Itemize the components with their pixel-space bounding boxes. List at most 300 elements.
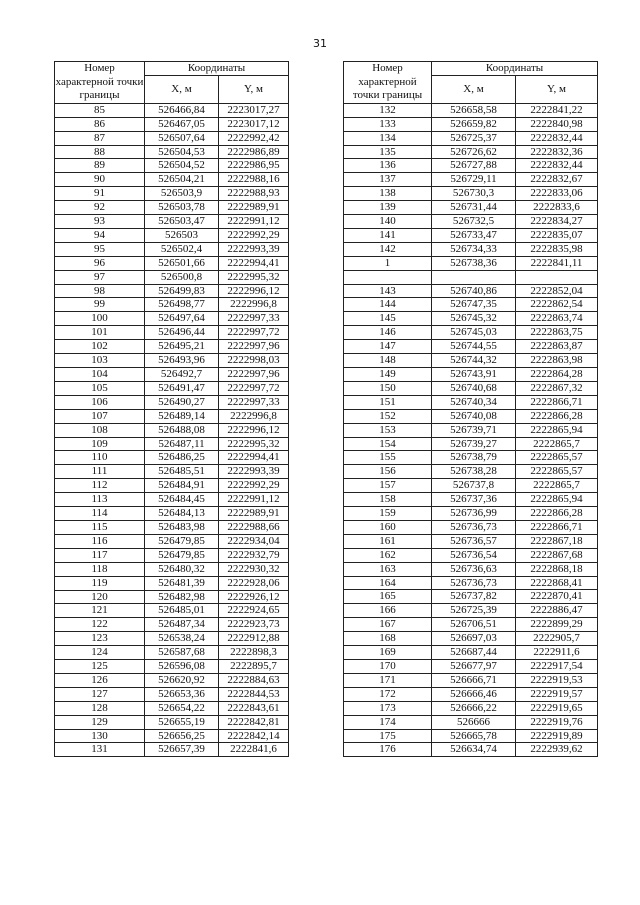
- cell-y: 2222833,6: [516, 201, 598, 215]
- cell-point-number: 176: [344, 743, 432, 757]
- table-row: [55, 215, 289, 229]
- cell-x: 526495,21: [145, 340, 219, 354]
- cell-x: 526744,32: [432, 354, 516, 368]
- cell-x: 526725,37: [432, 131, 516, 145]
- cell-point-number: 104: [55, 368, 145, 382]
- cell-y: 2222992,42: [219, 131, 289, 145]
- cell-y: 2222997,72: [219, 381, 289, 395]
- cell-y: 2222924,65: [219, 604, 289, 618]
- cell-y: 2222988,16: [219, 173, 289, 187]
- table-row: [344, 326, 598, 340]
- cell-x: 526697,03: [432, 632, 516, 646]
- table-body-left: [55, 103, 289, 757]
- coordinates-table-right: [343, 61, 598, 757]
- cell-point-number: 101: [55, 326, 145, 340]
- cell-x: 526620,92: [145, 673, 219, 687]
- table-row: [344, 632, 598, 646]
- cell-point-number: 108: [55, 423, 145, 437]
- cell-point-number: 159: [344, 507, 432, 521]
- cell-point-number: 106: [55, 395, 145, 409]
- table-row: [55, 618, 289, 632]
- cell-x: 526499,83: [145, 284, 219, 298]
- cell-x: 526496,44: [145, 326, 219, 340]
- cell-point-number: 98: [55, 284, 145, 298]
- cell-point-number: 139: [344, 201, 432, 215]
- cell-y: 2222843,61: [219, 701, 289, 715]
- table-row: [55, 354, 289, 368]
- cell-x: 526497,64: [145, 312, 219, 326]
- table-row: [344, 534, 598, 548]
- cell-point-number: 112: [55, 479, 145, 493]
- cell-x: 526487,34: [145, 618, 219, 632]
- cell-y: 2222993,39: [219, 465, 289, 479]
- table-row: [344, 381, 598, 395]
- cell-point-number: 114: [55, 507, 145, 521]
- cell-x: 526736,73: [432, 576, 516, 590]
- cell-y: 2222835,07: [516, 228, 598, 242]
- cell-x: 526740,68: [432, 381, 516, 395]
- table-row: [55, 131, 289, 145]
- cell-x: 526485,51: [145, 465, 219, 479]
- cell-point-number: 97: [55, 270, 145, 284]
- table-row: [55, 409, 289, 423]
- cell-y: 2222932,79: [219, 548, 289, 562]
- cell-point-number: 133: [344, 117, 432, 131]
- cell-x: 526666: [432, 715, 516, 729]
- cell-x: 526538,24: [145, 632, 219, 646]
- cell-point-number: 124: [55, 646, 145, 660]
- cell-point-number: 123: [55, 632, 145, 646]
- cell-y: 2222998,03: [219, 354, 289, 368]
- cell-x: 526504,53: [145, 145, 219, 159]
- cell-x: 526501,66: [145, 256, 219, 270]
- cell-y: 2222863,75: [516, 326, 598, 340]
- table-row: [55, 715, 289, 729]
- cell-point-number: 118: [55, 562, 145, 576]
- cell-x: 526486,25: [145, 451, 219, 465]
- cell-x: 526687,44: [432, 646, 516, 660]
- table-row: [55, 201, 289, 215]
- cell-y: 2222996,8: [219, 409, 289, 423]
- cell-y: 2222863,74: [516, 312, 598, 326]
- cell-x: 526729,11: [432, 173, 516, 187]
- cell-y: 2222988,66: [219, 520, 289, 534]
- cell-x: 526739,27: [432, 437, 516, 451]
- cell-x: 526743,91: [432, 367, 516, 381]
- table-row: [344, 187, 598, 201]
- cell-y: 2222912,88: [219, 632, 289, 646]
- cell-x: 526503,47: [145, 215, 219, 229]
- table-row: [55, 423, 289, 437]
- cell-point-number: 141: [344, 228, 432, 242]
- table-row: [55, 632, 289, 646]
- table-row: [55, 743, 289, 757]
- cell-x: 526737,82: [432, 590, 516, 604]
- cell-x: 526706,51: [432, 618, 516, 632]
- table-row: [344, 340, 598, 354]
- cell-point-number: 91: [55, 187, 145, 201]
- cell-x: 526657,39: [145, 743, 219, 757]
- table-row: [344, 215, 598, 229]
- table-row: [55, 117, 289, 131]
- cell-point-number: 121: [55, 604, 145, 618]
- cell-y: 2222886,47: [516, 604, 598, 618]
- table-row: [344, 423, 598, 437]
- table-row: [344, 201, 598, 215]
- cell-point-number: 132: [344, 103, 432, 117]
- cell-x: 526489,14: [145, 409, 219, 423]
- cell-x: 526488,08: [145, 423, 219, 437]
- cell-y: 2222995,32: [219, 270, 289, 284]
- cell-x: 526484,45: [145, 493, 219, 507]
- cell-point-number: 111: [55, 465, 145, 479]
- cell-point-number: 93: [55, 215, 145, 229]
- cell-x: 526503: [145, 228, 219, 242]
- table-row: [344, 743, 598, 757]
- cell-x: 526502,4: [145, 242, 219, 256]
- cell-y: 2223017,12: [219, 117, 289, 131]
- cell-y: 2222833,06: [516, 187, 598, 201]
- cell-point-number: [344, 270, 432, 284]
- cell-point-number: 136: [344, 159, 432, 173]
- table-row: [344, 520, 598, 534]
- cell-point-number: 131: [55, 743, 145, 757]
- table-row: [55, 284, 289, 298]
- table-row: [344, 312, 598, 326]
- table-row: [344, 437, 598, 451]
- coordinates-table-left: [54, 61, 289, 757]
- cell-x: 526498,77: [145, 298, 219, 312]
- cell-x: 526655,19: [145, 715, 219, 729]
- cell-point-number: 148: [344, 354, 432, 368]
- cell-x: 526677,97: [432, 660, 516, 674]
- cell-x: 526634,74: [432, 743, 516, 757]
- cell-x: 526493,96: [145, 354, 219, 368]
- cell-y: 2223017,27: [219, 103, 289, 117]
- cell-x: 526736,63: [432, 562, 516, 576]
- cell-x: 526490,27: [145, 395, 219, 409]
- cell-x: 526484,13: [145, 507, 219, 521]
- table-row: [55, 270, 289, 284]
- cell-point-number: 125: [55, 660, 145, 674]
- table-row: [344, 715, 598, 729]
- cell-point-number: 117: [55, 548, 145, 562]
- cell-y: 2222991,12: [219, 215, 289, 229]
- table-row: [344, 479, 598, 493]
- table-row: [344, 145, 598, 159]
- cell-x: 526736,54: [432, 548, 516, 562]
- cell-y: 2222997,33: [219, 312, 289, 326]
- cell-point-number: 151: [344, 395, 432, 409]
- cell-y: 2222994,41: [219, 451, 289, 465]
- table-row: [55, 562, 289, 576]
- table-row: [344, 131, 598, 145]
- table-row: [344, 590, 598, 604]
- cell-point-number: 110: [55, 451, 145, 465]
- table-row: [55, 604, 289, 618]
- cell-point-number: 89: [55, 159, 145, 173]
- table-row: [55, 395, 289, 409]
- cell-y: 2222841,11: [516, 256, 598, 270]
- table-row: [344, 646, 598, 660]
- cell-point-number: 143: [344, 284, 432, 298]
- cell-point-number: 145: [344, 312, 432, 326]
- header-y: Y, м: [516, 76, 598, 104]
- cell-point-number: 94: [55, 228, 145, 242]
- cell-x: 526482,98: [145, 590, 219, 604]
- cell-point-number: 149: [344, 367, 432, 381]
- cell-y: 2222841,22: [516, 103, 598, 117]
- cell-y: 2222986,95: [219, 159, 289, 173]
- cell-y: 2222997,33: [219, 395, 289, 409]
- cell-point-number: 161: [344, 534, 432, 548]
- cell-point-number: 164: [344, 576, 432, 590]
- table-row: [344, 451, 598, 465]
- cell-x: 526736,73: [432, 520, 516, 534]
- cell-point-number: 140: [344, 215, 432, 229]
- cell-x: 526726,62: [432, 145, 516, 159]
- table-row: [55, 493, 289, 507]
- table-row: [55, 729, 289, 743]
- cell-x: 526658,58: [432, 103, 516, 117]
- table-row: [344, 354, 598, 368]
- cell-x: 526740,08: [432, 409, 516, 423]
- cell-point-number: 130: [55, 729, 145, 743]
- cell-y: 2222866,28: [516, 507, 598, 521]
- cell-y: 2222919,89: [516, 729, 598, 743]
- cell-point-number: 158: [344, 493, 432, 507]
- header-y: Y, м: [219, 76, 289, 104]
- cell-x: 526479,85: [145, 534, 219, 548]
- header-coordinates: Координаты: [145, 62, 289, 76]
- table-row: [55, 507, 289, 521]
- table-row: [344, 409, 598, 423]
- cell-y: 2222996,12: [219, 284, 289, 298]
- cell-y: 2222992,29: [219, 228, 289, 242]
- cell-point-number: 135: [344, 145, 432, 159]
- cell-x: 526484,91: [145, 479, 219, 493]
- cell-y: 2222863,87: [516, 340, 598, 354]
- cell-x: 526485,01: [145, 604, 219, 618]
- cell-y: 2222934,04: [219, 534, 289, 548]
- cell-y: 2222865,94: [516, 423, 598, 437]
- cell-x: 526736,99: [432, 507, 516, 521]
- cell-y: 2222866,71: [516, 395, 598, 409]
- cell-point-number: 166: [344, 604, 432, 618]
- cell-y: 2222884,63: [219, 673, 289, 687]
- table-row: [344, 395, 598, 409]
- cell-point-number: 157: [344, 479, 432, 493]
- cell-x: 526596,08: [145, 660, 219, 674]
- cell-point-number: 127: [55, 687, 145, 701]
- cell-x: 526665,78: [432, 729, 516, 743]
- cell-point-number: 171: [344, 673, 432, 687]
- table-row: [344, 465, 598, 479]
- cell-point-number: 105: [55, 381, 145, 395]
- cell-y: 2222939,62: [516, 743, 598, 757]
- table-row: [344, 256, 598, 270]
- cell-point-number: 92: [55, 201, 145, 215]
- table-row: [344, 284, 598, 298]
- cell-point-number: 146: [344, 326, 432, 340]
- table-row: [344, 576, 598, 590]
- cell-x: 526653,36: [145, 687, 219, 701]
- cell-y: 2222988,93: [219, 187, 289, 201]
- cell-y: 2222867,18: [516, 534, 598, 548]
- cell-point-number: 172: [344, 687, 432, 701]
- header-point-number: Номер характерной точки границы: [344, 62, 432, 104]
- cell-point-number: 100: [55, 312, 145, 326]
- cell-y: 2222996,8: [219, 298, 289, 312]
- cell-point-number: 86: [55, 117, 145, 131]
- cell-y: 2222930,32: [219, 562, 289, 576]
- cell-x: 526492,7: [145, 368, 219, 382]
- cell-point-number: 174: [344, 715, 432, 729]
- cell-y: 2222993,39: [219, 242, 289, 256]
- cell-y: 2222997,96: [219, 340, 289, 354]
- table-row: [55, 548, 289, 562]
- cell-x: 526734,33: [432, 242, 516, 256]
- cell-y: 2222864,28: [516, 367, 598, 381]
- cell-y: 2222865,57: [516, 465, 598, 479]
- cell-x: 526654,22: [145, 701, 219, 715]
- cell-x: 526740,86: [432, 284, 516, 298]
- cell-y: 2222842,14: [219, 729, 289, 743]
- cell-point-number: 168: [344, 632, 432, 646]
- cell-x: 526740,34: [432, 395, 516, 409]
- cell-y: 2222868,41: [516, 576, 598, 590]
- cell-y: 2222994,41: [219, 256, 289, 270]
- cell-y: 2222862,54: [516, 298, 598, 312]
- cell-y: 2222867,68: [516, 548, 598, 562]
- table-row: [344, 673, 598, 687]
- cell-x: 526503,78: [145, 201, 219, 215]
- cell-y: 2222919,53: [516, 673, 598, 687]
- cell-x: 526487,11: [145, 437, 219, 451]
- cell-y: 2222997,96: [219, 368, 289, 382]
- cell-y: 2222926,12: [219, 590, 289, 604]
- cell-x: 526732,5: [432, 215, 516, 229]
- cell-y: 2222865,57: [516, 451, 598, 465]
- cell-point-number: 162: [344, 548, 432, 562]
- header-x: X, м: [432, 76, 516, 104]
- cell-point-number: 153: [344, 423, 432, 437]
- cell-y: 2222989,91: [219, 201, 289, 215]
- cell-point-number: 126: [55, 673, 145, 687]
- cell-y: 2222863,98: [516, 354, 598, 368]
- table-row: [344, 604, 598, 618]
- table-row: [55, 298, 289, 312]
- cell-x: 526744,55: [432, 340, 516, 354]
- cell-y: 2222919,57: [516, 687, 598, 701]
- table-row: [55, 687, 289, 701]
- cell-y: 2222899,29: [516, 618, 598, 632]
- cell-x: 526587,68: [145, 646, 219, 660]
- cell-y: 2222997,72: [219, 326, 289, 340]
- table-row: [344, 618, 598, 632]
- cell-point-number: 88: [55, 145, 145, 159]
- table-row: [55, 479, 289, 493]
- table-row: [55, 159, 289, 173]
- cell-point-number: 170: [344, 660, 432, 674]
- cell-y: 2222923,73: [219, 618, 289, 632]
- table-row: [344, 729, 598, 743]
- cell-y: 2222905,7: [516, 632, 598, 646]
- cell-y: 2222852,04: [516, 284, 598, 298]
- cell-y: 2222996,12: [219, 423, 289, 437]
- cell-x: 526733,47: [432, 228, 516, 242]
- table-row: [55, 312, 289, 326]
- table-row: [344, 493, 598, 507]
- cell-y: 2222840,98: [516, 117, 598, 131]
- table-row: [344, 548, 598, 562]
- cell-point-number: 107: [55, 409, 145, 423]
- cell-x: 526467,05: [145, 117, 219, 131]
- table-row: [344, 173, 598, 187]
- cell-point-number: 95: [55, 242, 145, 256]
- cell-point-number: 173: [344, 701, 432, 715]
- cell-point-number: 99: [55, 298, 145, 312]
- cell-point-number: 137: [344, 173, 432, 187]
- cell-x: 526500,8: [145, 270, 219, 284]
- cell-y: 2222832,67: [516, 173, 598, 187]
- table-row: [55, 340, 289, 354]
- cell-x: 526659,82: [432, 117, 516, 131]
- table-row: [344, 660, 598, 674]
- table-row: [55, 465, 289, 479]
- table-row: [344, 507, 598, 521]
- cell-point-number: 128: [55, 701, 145, 715]
- cell-point-number: 113: [55, 493, 145, 507]
- cell-y: 2222911,6: [516, 646, 598, 660]
- cell-y: 2222995,32: [219, 437, 289, 451]
- cell-x: 526745,32: [432, 312, 516, 326]
- table-body-right: [344, 103, 598, 757]
- cell-y: 2222866,71: [516, 520, 598, 534]
- header-point-number: Номер характерной точки границы: [55, 62, 145, 104]
- cell-point-number: 163: [344, 562, 432, 576]
- cell-point-number: 175: [344, 729, 432, 743]
- table-row: [55, 103, 289, 117]
- cell-point-number: 1: [344, 256, 432, 270]
- table-row: [55, 381, 289, 395]
- cell-point-number: 156: [344, 465, 432, 479]
- cell-x: 526738,36: [432, 256, 516, 270]
- cell-y: 2222865,94: [516, 493, 598, 507]
- cell-x: 526479,85: [145, 548, 219, 562]
- cell-point-number: 85: [55, 103, 145, 117]
- cell-y: 2222842,81: [219, 715, 289, 729]
- cell-point-number: 90: [55, 173, 145, 187]
- cell-y: 2222841,6: [219, 743, 289, 757]
- cell-y: 2222866,28: [516, 409, 598, 423]
- cell-x: 526666,22: [432, 701, 516, 715]
- table-row: [55, 673, 289, 687]
- table-row: [55, 590, 289, 604]
- cell-y: 2222895,7: [219, 660, 289, 674]
- cell-x: 526483,98: [145, 520, 219, 534]
- cell-y: 2222870,41: [516, 590, 598, 604]
- table-row: [55, 242, 289, 256]
- cell-y: 2222919,65: [516, 701, 598, 715]
- cell-y: 2222919,76: [516, 715, 598, 729]
- cell-point-number: 109: [55, 437, 145, 451]
- cell-point-number: 119: [55, 576, 145, 590]
- table-row: [55, 660, 289, 674]
- cell-x: 526738,28: [432, 465, 516, 479]
- table-row: [55, 534, 289, 548]
- cell-x: 526656,25: [145, 729, 219, 743]
